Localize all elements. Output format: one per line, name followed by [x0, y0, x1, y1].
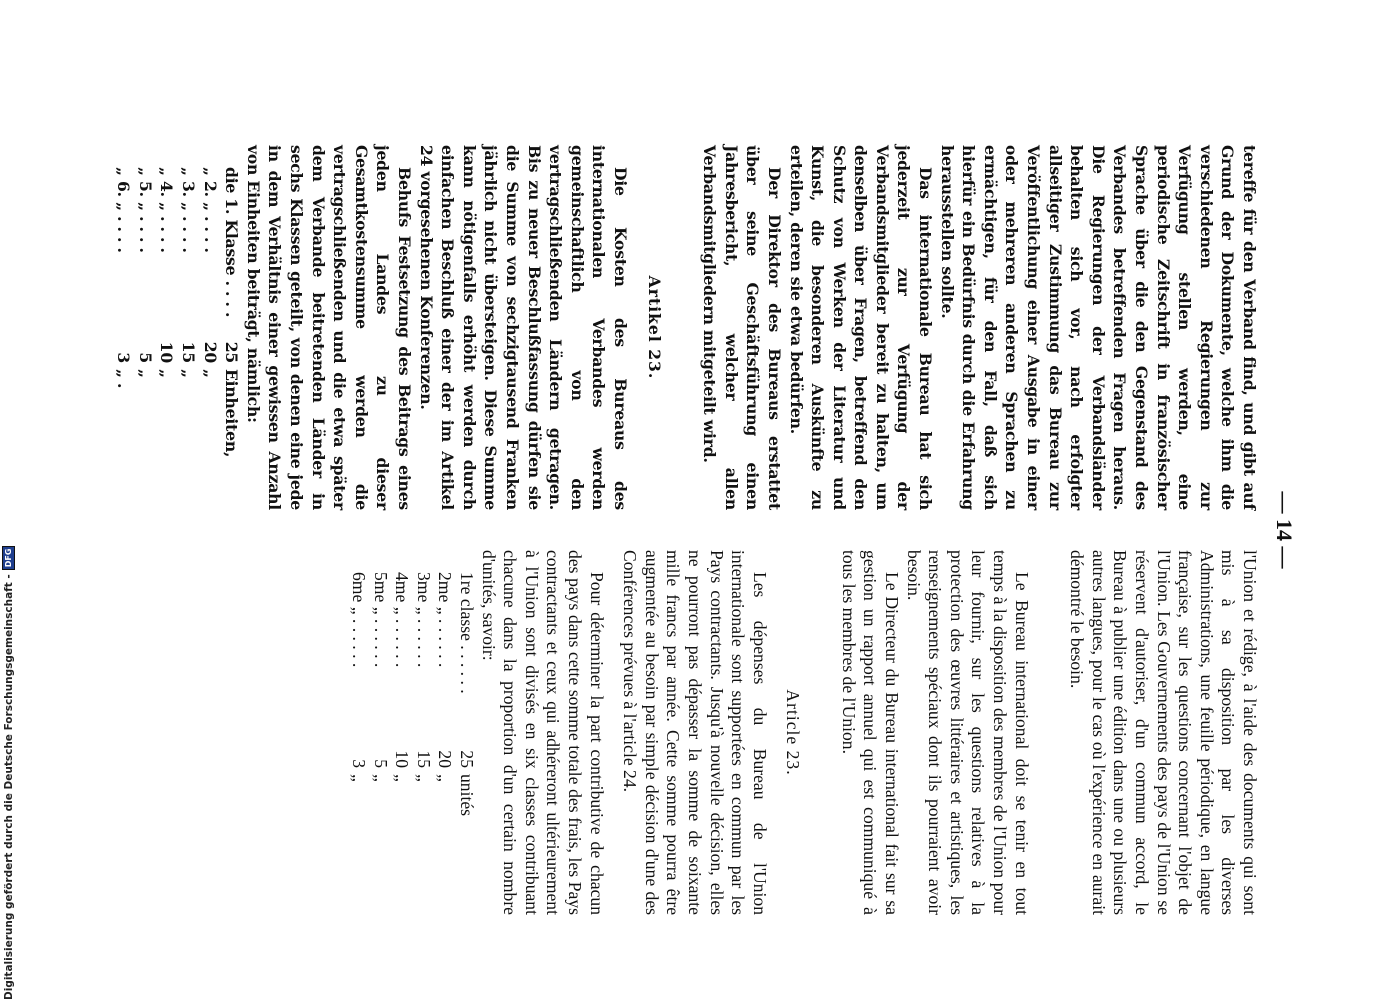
french-paragraph-3: Le Directeur du Bureau international fait sur sa gestion un rapport annuel qui est communiqué à tous les membres de l'Union. — [838, 550, 903, 915]
french-paragraph-4: Les dépenses du Bureau de l'Union internationale sont supportées en commun par les Pays contractants. Jusqu'à nouvelle décision, elles ne pourront pas dépasser la somme de soixante mille francs par année. Cette somme pourra être augmentée au besoin par simple décision d'une des Conférences prévues à l'article 24. — [620, 550, 770, 915]
french-column — [347, 550, 1260, 915]
scanned-page — [114, 145, 1297, 915]
list-item: 5me „ . . . . . . 5 „ — [370, 572, 391, 782]
list-item: „ 2. „ . . . . 20 „ — [200, 167, 220, 378]
list-item: „ 6. „ . . . . 3 „ . — [114, 167, 134, 389]
french-class-list — [347, 572, 477, 915]
list-item: 3me „ . . . . . . 15 „ — [413, 572, 434, 782]
list-item: 4me „ . . . . . . 10 „ — [392, 572, 413, 782]
page-number: — 14 — — [1272, 491, 1297, 569]
german-column — [113, 145, 1260, 510]
german-paragraph-5: Behufs Festsetzung des Beitrags eines jeden Landes zu dieser Gesamtkostensumme werden die vertragschließenden und die etwa später dem Verbande beitretenden Länder in sechs Klassen geteilt, von denen eine jede in dem Verhältnis einer gewissen Anzahl von Einheiten beiträgt, nämlich: — [243, 145, 415, 510]
german-paragraph-1: tereffe für den Verband find, und gibt auf Grund der Dokumente, welche ihm die verschiedenen Regierungen zur Verfügung stellen werden, eine periodische Zeitschrift in französischer Sprache über die den Gegenstand des Verbandes betreffenden Fragen heraus. Die Regierungen der Verbandsländer behalten sich vor, nach erfolgter allseitiger Zustimmung das Bureau zur Veröffentlichung einer Ausgabe in einer oder mehreren anderen Sprachen zu ermächtigen, für den Fall, daß sich hierfür ein Bedürfnis durch die Erfahrung herausstellen sollte. — [937, 145, 1259, 510]
list-item: 2me „ . . . . . . 20 „ — [435, 572, 456, 782]
german-class-list — [113, 167, 243, 510]
digitization-credit — [2, 546, 15, 1000]
german-paragraph-4: Die Kosten des Bureaus des internationalen Verbandes werden gemeinschaftlich von den vertragschließenden Ländern getragen. Bis zu neuer Beschlußfassung dürfen sie die Summe von sechzigtausend Franken jährlich nicht übersteigen. Diese Summe kann nötigenfalls erhöht werden durch einfachen Beschluß einer der im Artikel 24 vorgesehenen Konferenzen. — [416, 145, 630, 510]
list-item: 6me „ . . . . . . 3 „ — [349, 572, 370, 782]
list-item: „ 4. „ . . . . 10 „ — [157, 167, 177, 378]
french-paragraph-2: Le Bureau international doit se tenir en tout temps à la disposition des membres de l'Union pour leur fournir, sur les questions relatives à la protection des œuvres littéraires et artistiques, les renseignements spéciaux dont ils pourraient avoir besoin. — [903, 550, 1032, 915]
digitization-credit-text: Digitalisierung gefördert durch die Deutsche Forschungsgemeinschaft - — [2, 574, 15, 1000]
list-item: „ 5. „ . . . . 5 „ — [135, 167, 155, 378]
german-paragraph-3: Der Direktor des Bureaus erstattet über seine Geschäftsführung einen Jahresbericht, welcher allen Verbandsmitgliedern mitgeteilt wird. — [700, 145, 784, 510]
list-item: die 1. Klasse . . . . 25 Einheiten, — [222, 167, 242, 458]
french-paragraph-1: l'Union et rédige, à l'aide des documents qui sont mis à sa disposition par les diverses Administrations, une feuille périodique, en langue française, sur les questions concernant l'objet de l'Union. Les Gouvernements des pays de l'Union se réservent d'autoriser, d'un commun accord, le Bureau à publier une édition dans une ou plusieurs autres langues, pour le cas où l'expérience en aurait démontré le besoin. — [1067, 550, 1260, 915]
list-item: „ 3. „ . . . . 15 „ — [179, 167, 199, 378]
german-paragraph-2: Das internationale Bureau hat sich jederzeit zur Verfügung der Verbandsmitglieder bereit zu halten, um denselben über Fragen, betreffend den Schutz von Werken der Literatur und Kunst, die besonderen Auskünfte zu erteilen, deren sie etwa bedürfen. — [786, 145, 936, 510]
dfg-logo: DFG — [2, 546, 15, 571]
french-article-heading: Article 23. — [783, 689, 804, 776]
german-article-heading: Artikel 23. — [644, 275, 664, 380]
list-item: 1re classe . . . . . . 25 unités — [457, 572, 477, 817]
french-paragraph-5: Pour déterminer la part contributive de chacun des pays dans cette somme totale des frais, les Pays contractants et ceux qui adhéreront ultérieurement à l'Union sont divisés en six classes contribuant chacune dans la proportion d'un certain nombre d'unités, savoir: — [478, 550, 607, 915]
